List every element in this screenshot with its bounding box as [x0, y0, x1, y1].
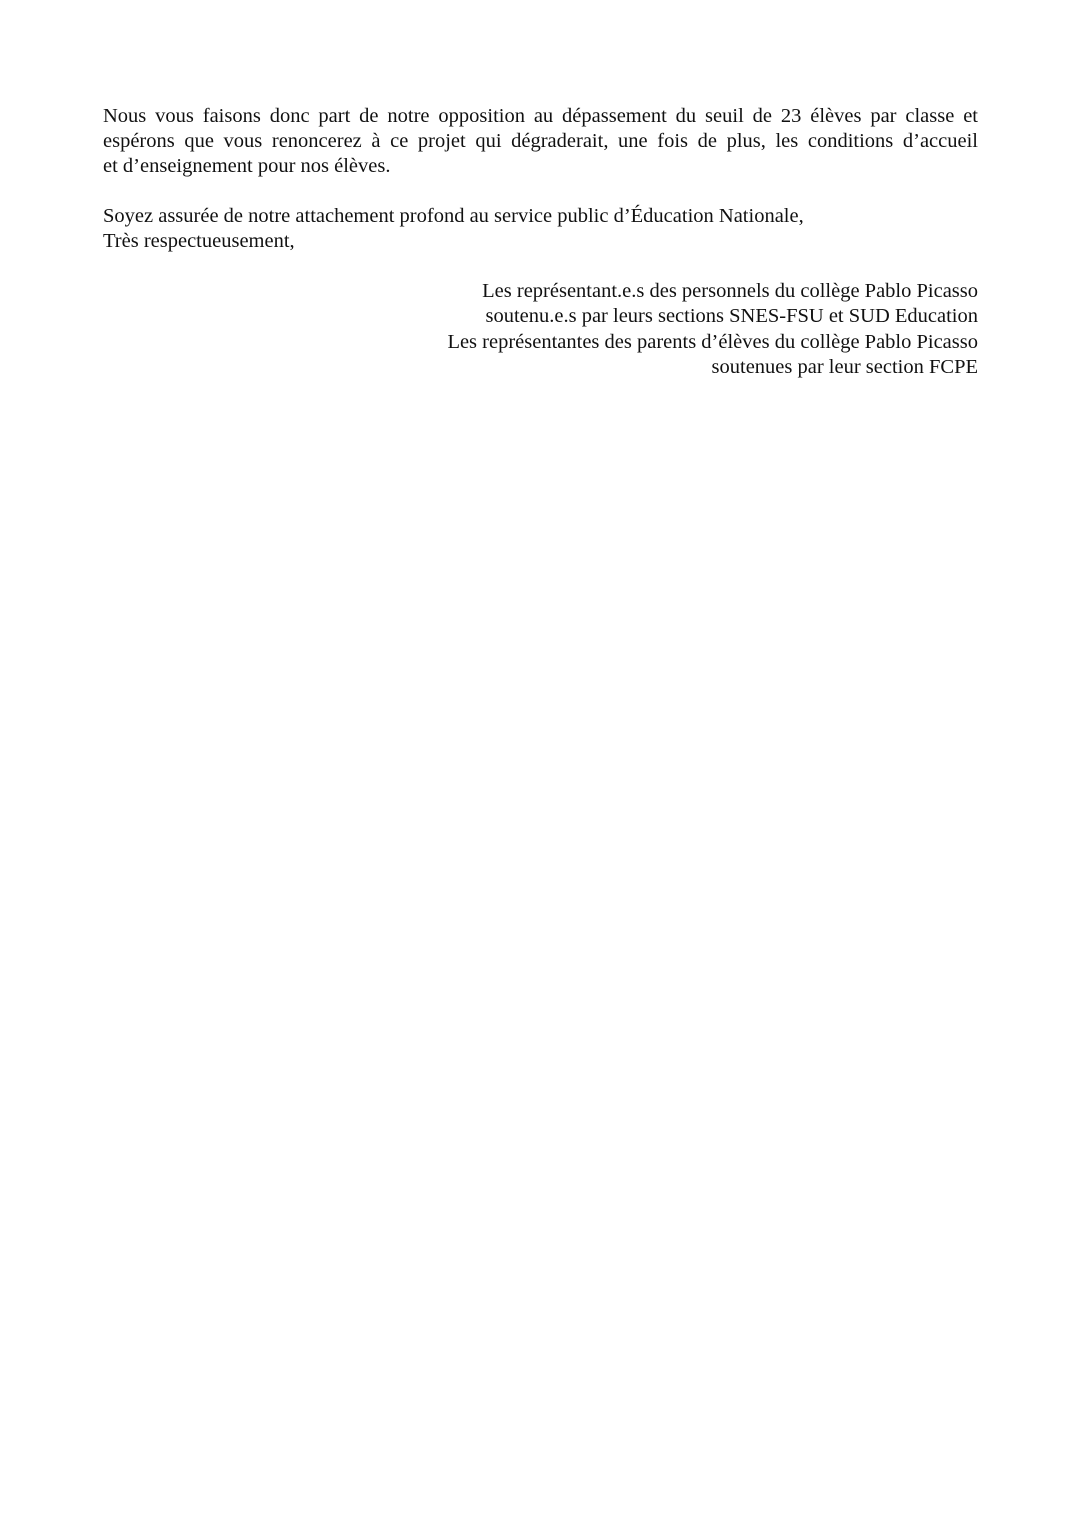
signature-line: soutenu.e.s par leurs sections SNES-FSU et SUD Education: [485, 305, 978, 328]
paragraph-line: et d’enseignement pour nos élèves.: [103, 155, 391, 177]
signature-block: [278, 279, 978, 380]
closing-line: Soyez assurée de notre attachement profond au service public d’Éducation Nationale,: [103, 205, 804, 227]
salutation-line: Très respectueusement,: [103, 230, 295, 252]
paragraph-line: espérons que vous renoncerez à ce projet qui dégraderait, une fois de plus, les conditions d’accueil: [103, 130, 978, 152]
opposition-paragraph: [103, 104, 978, 179]
signature-line: Les représentant.e.s des personnels du collège Pablo Picasso: [482, 280, 978, 302]
paragraph-line: Nous vous faisons donc part de notre opposition au dépassement du seuil de 23 élèves par classe et: [103, 105, 978, 127]
signature-line: Les représentantes des parents d’élèves du collège Pablo Picasso: [447, 330, 978, 353]
signature-line: soutenues par leur section FCPE: [711, 355, 978, 378]
closing-paragraph: [103, 204, 978, 254]
